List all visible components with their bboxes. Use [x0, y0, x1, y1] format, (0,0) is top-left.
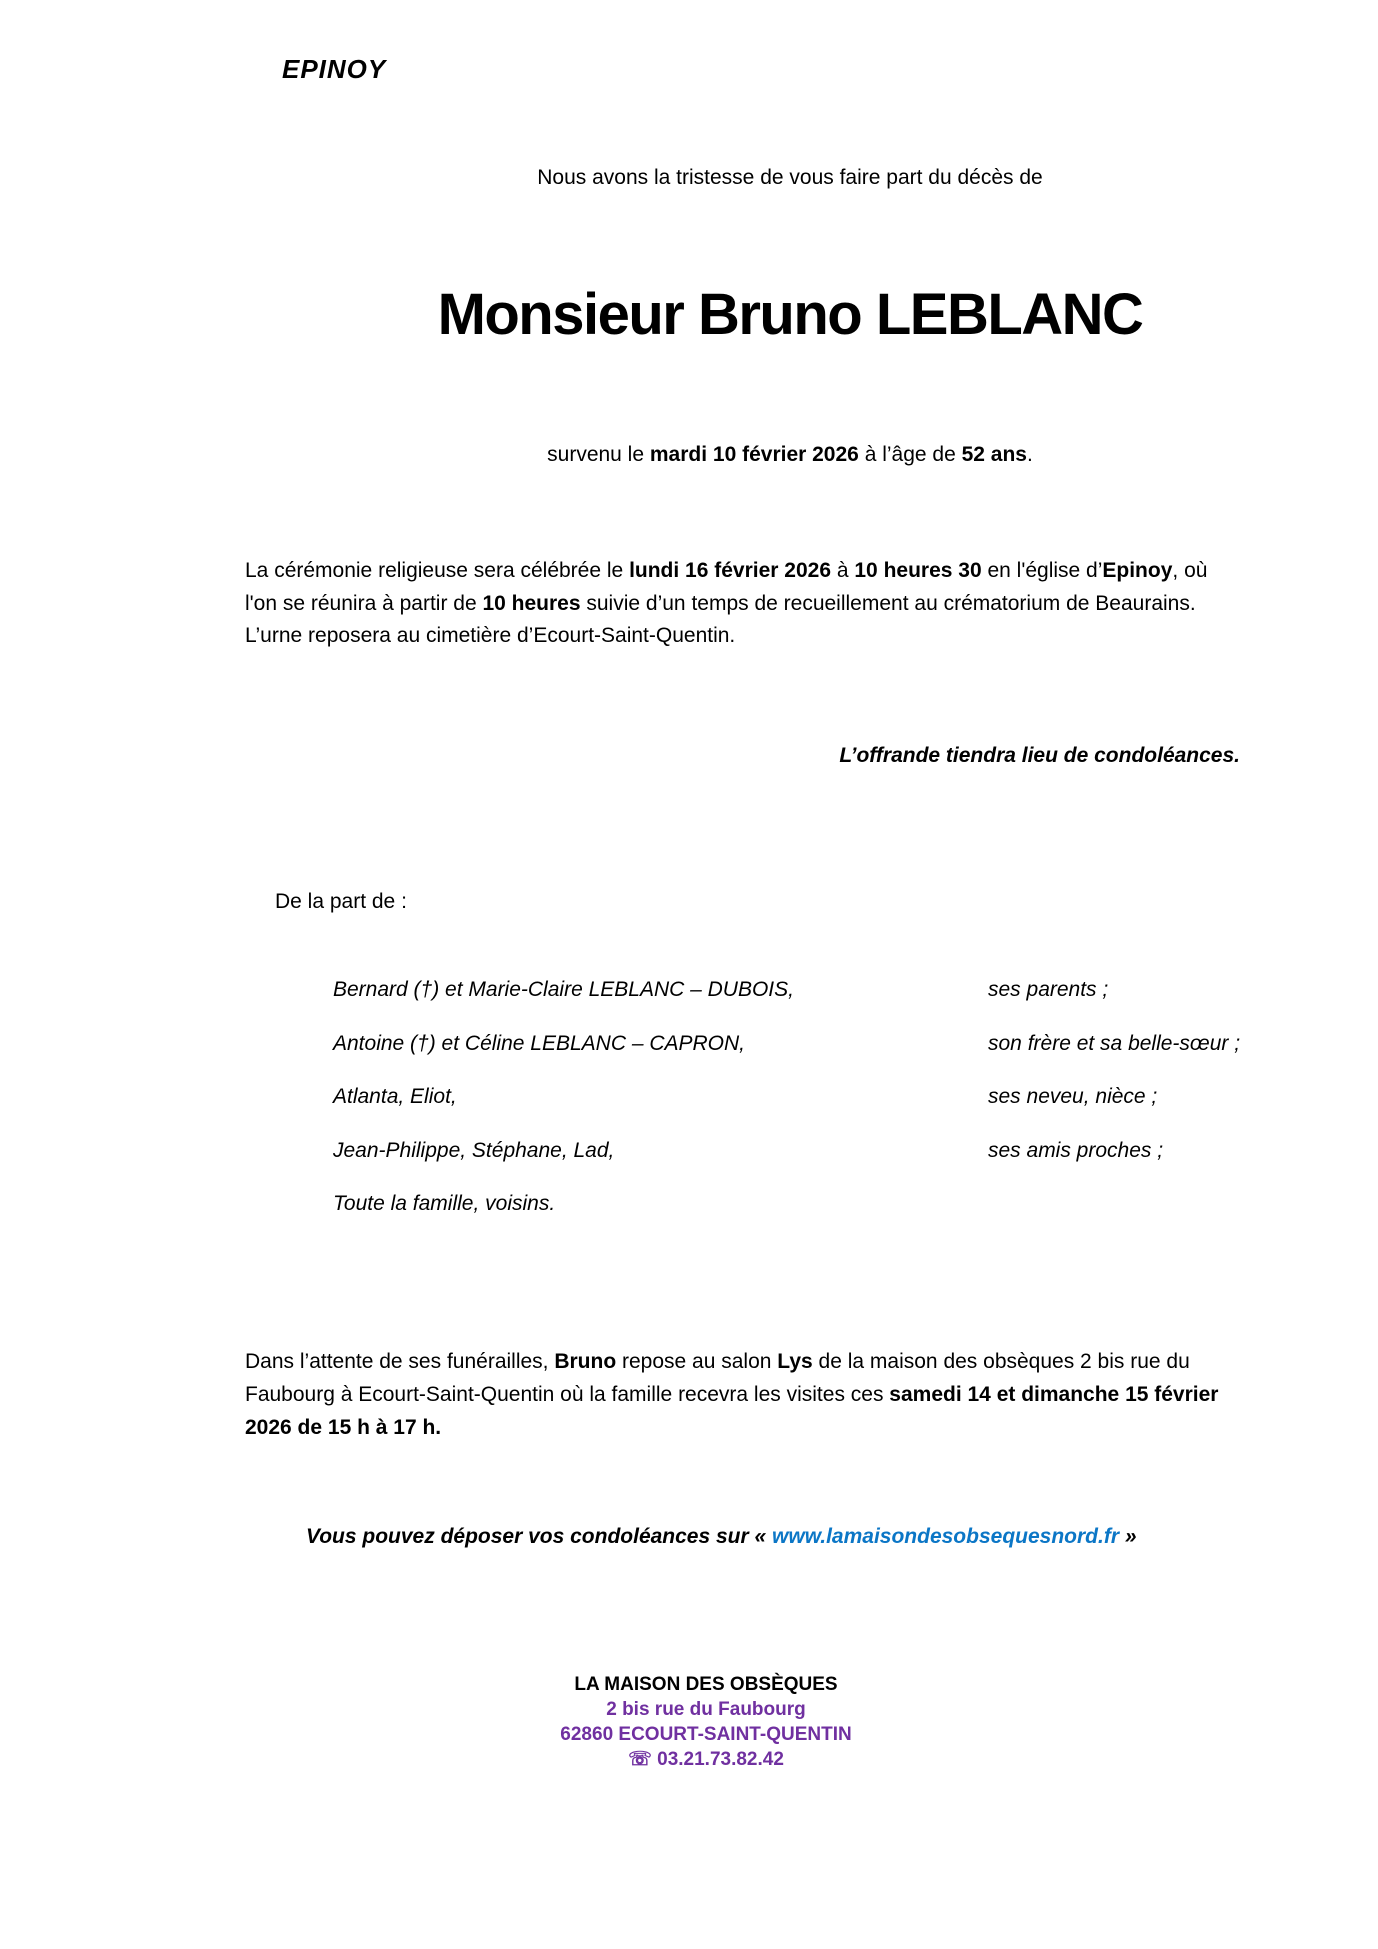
- family-list: [333, 978, 1283, 1246]
- ceremony-gather-time: 10 heures: [482, 591, 581, 615]
- ceremony-time: 10 heures 30: [854, 559, 982, 582]
- ceremony-text: La cérémonie religieuse sera célébrée le: [245, 559, 630, 582]
- family-names: Antoine (†) et Céline LEBLANC – CAPRON,: [333, 1031, 746, 1055]
- death-date: mardi 10 février 2026: [649, 443, 859, 466]
- ceremony-text: suivie d’un temps de recueillement au crématorium de Beaurains.: [580, 591, 1196, 615]
- visitation-paragraph: [245, 1345, 1245, 1444]
- visitation-salon: Lys: [777, 1350, 813, 1373]
- intro-line: Nous avons la tristesse de vous faire part du décès de: [537, 166, 1043, 189]
- funeral-home-footer: [366, 1672, 1046, 1772]
- family-row: [333, 1032, 1283, 1086]
- funeral-home-name: LA MAISON DES OBSÈQUES: [574, 1674, 838, 1695]
- family-names: Toute la famille, voisins.: [333, 1192, 556, 1215]
- death-date-pre: survenu le: [547, 443, 650, 466]
- condolences-url-link[interactable]: www.lamaisondesobsequesnord.fr: [772, 1525, 1119, 1548]
- de-la-part-label: De la part de :: [275, 890, 407, 913]
- family-row: [333, 1139, 1283, 1193]
- phone-icon: ☏: [628, 1749, 652, 1770]
- urn-line: L’urne reposera au cimetière d’Ecourt-Saint-Quentin.: [245, 624, 736, 647]
- visitation-text: Dans l’attente de ses funérailles,: [245, 1350, 555, 1373]
- ceremony-paragraph: [245, 555, 1245, 653]
- ceremony-date: lundi 16 février 2026: [629, 559, 832, 582]
- death-age: 52 ans: [961, 443, 1027, 466]
- condolences-pre: Vous pouvez déposer vos condoléances sur «: [306, 1525, 773, 1548]
- family-relation: ses amis proches ;: [988, 1138, 1164, 1162]
- offrande-line: L’offrande tiendra lieu de condoléances.: [839, 744, 1240, 767]
- family-relation: ses neveu, nièce ;: [988, 1085, 1158, 1108]
- visitation-text: de la maison des obsèques 2 bis rue du Faubourg à Ecourt-Saint-Quentin où la famille recevra les visites ces: [245, 1350, 1190, 1406]
- family-names: Jean-Philippe, Stéphane, Lad,: [333, 1138, 615, 1162]
- family-relation: son frère et sa belle-sœur ;: [988, 1031, 1241, 1055]
- visitation-text: repose au salon: [616, 1350, 778, 1373]
- condolences-post: »: [1119, 1525, 1137, 1548]
- deceased-name-title: Monsieur Bruno LEBLANC: [437, 282, 1143, 347]
- family-names: Atlanta, Eliot,: [333, 1085, 457, 1108]
- death-date-post: .: [1027, 443, 1033, 466]
- family-row: [333, 1192, 1283, 1246]
- visitation-firstname: Bruno: [554, 1350, 617, 1373]
- death-date-mid: à l’âge de: [858, 443, 962, 466]
- family-relation: ses parents ;: [988, 978, 1109, 1001]
- ceremony-text: , où l'on se réunira à partir de: [245, 559, 1208, 615]
- funeral-home-address-line2: 62860 ECOURT-SAINT-QUENTIN: [560, 1724, 852, 1745]
- visitation-dates: samedi 14 et dimanche 15 février 2026 de 15 h à 17 h.: [245, 1383, 1219, 1439]
- ceremony-text: à: [831, 559, 855, 582]
- family-row: [333, 1085, 1283, 1139]
- funeral-home-address-line1: 2 bis rue du Faubourg: [606, 1699, 806, 1720]
- condolences-line: [306, 1525, 1137, 1549]
- family-names: Bernard (†) et Marie-Claire LEBLANC – DUBOIS,: [333, 978, 794, 1001]
- commune-label: EPINOY: [282, 54, 387, 84]
- funeral-home-phone-line: [366, 1747, 1046, 1772]
- family-row: [333, 978, 1283, 1032]
- ceremony-place: Epinoy: [1102, 559, 1173, 582]
- funeral-home-phone: 03.21.73.82.42: [657, 1749, 784, 1770]
- ceremony-text: en l'église d’: [981, 559, 1103, 582]
- death-date-line: [400, 443, 1180, 467]
